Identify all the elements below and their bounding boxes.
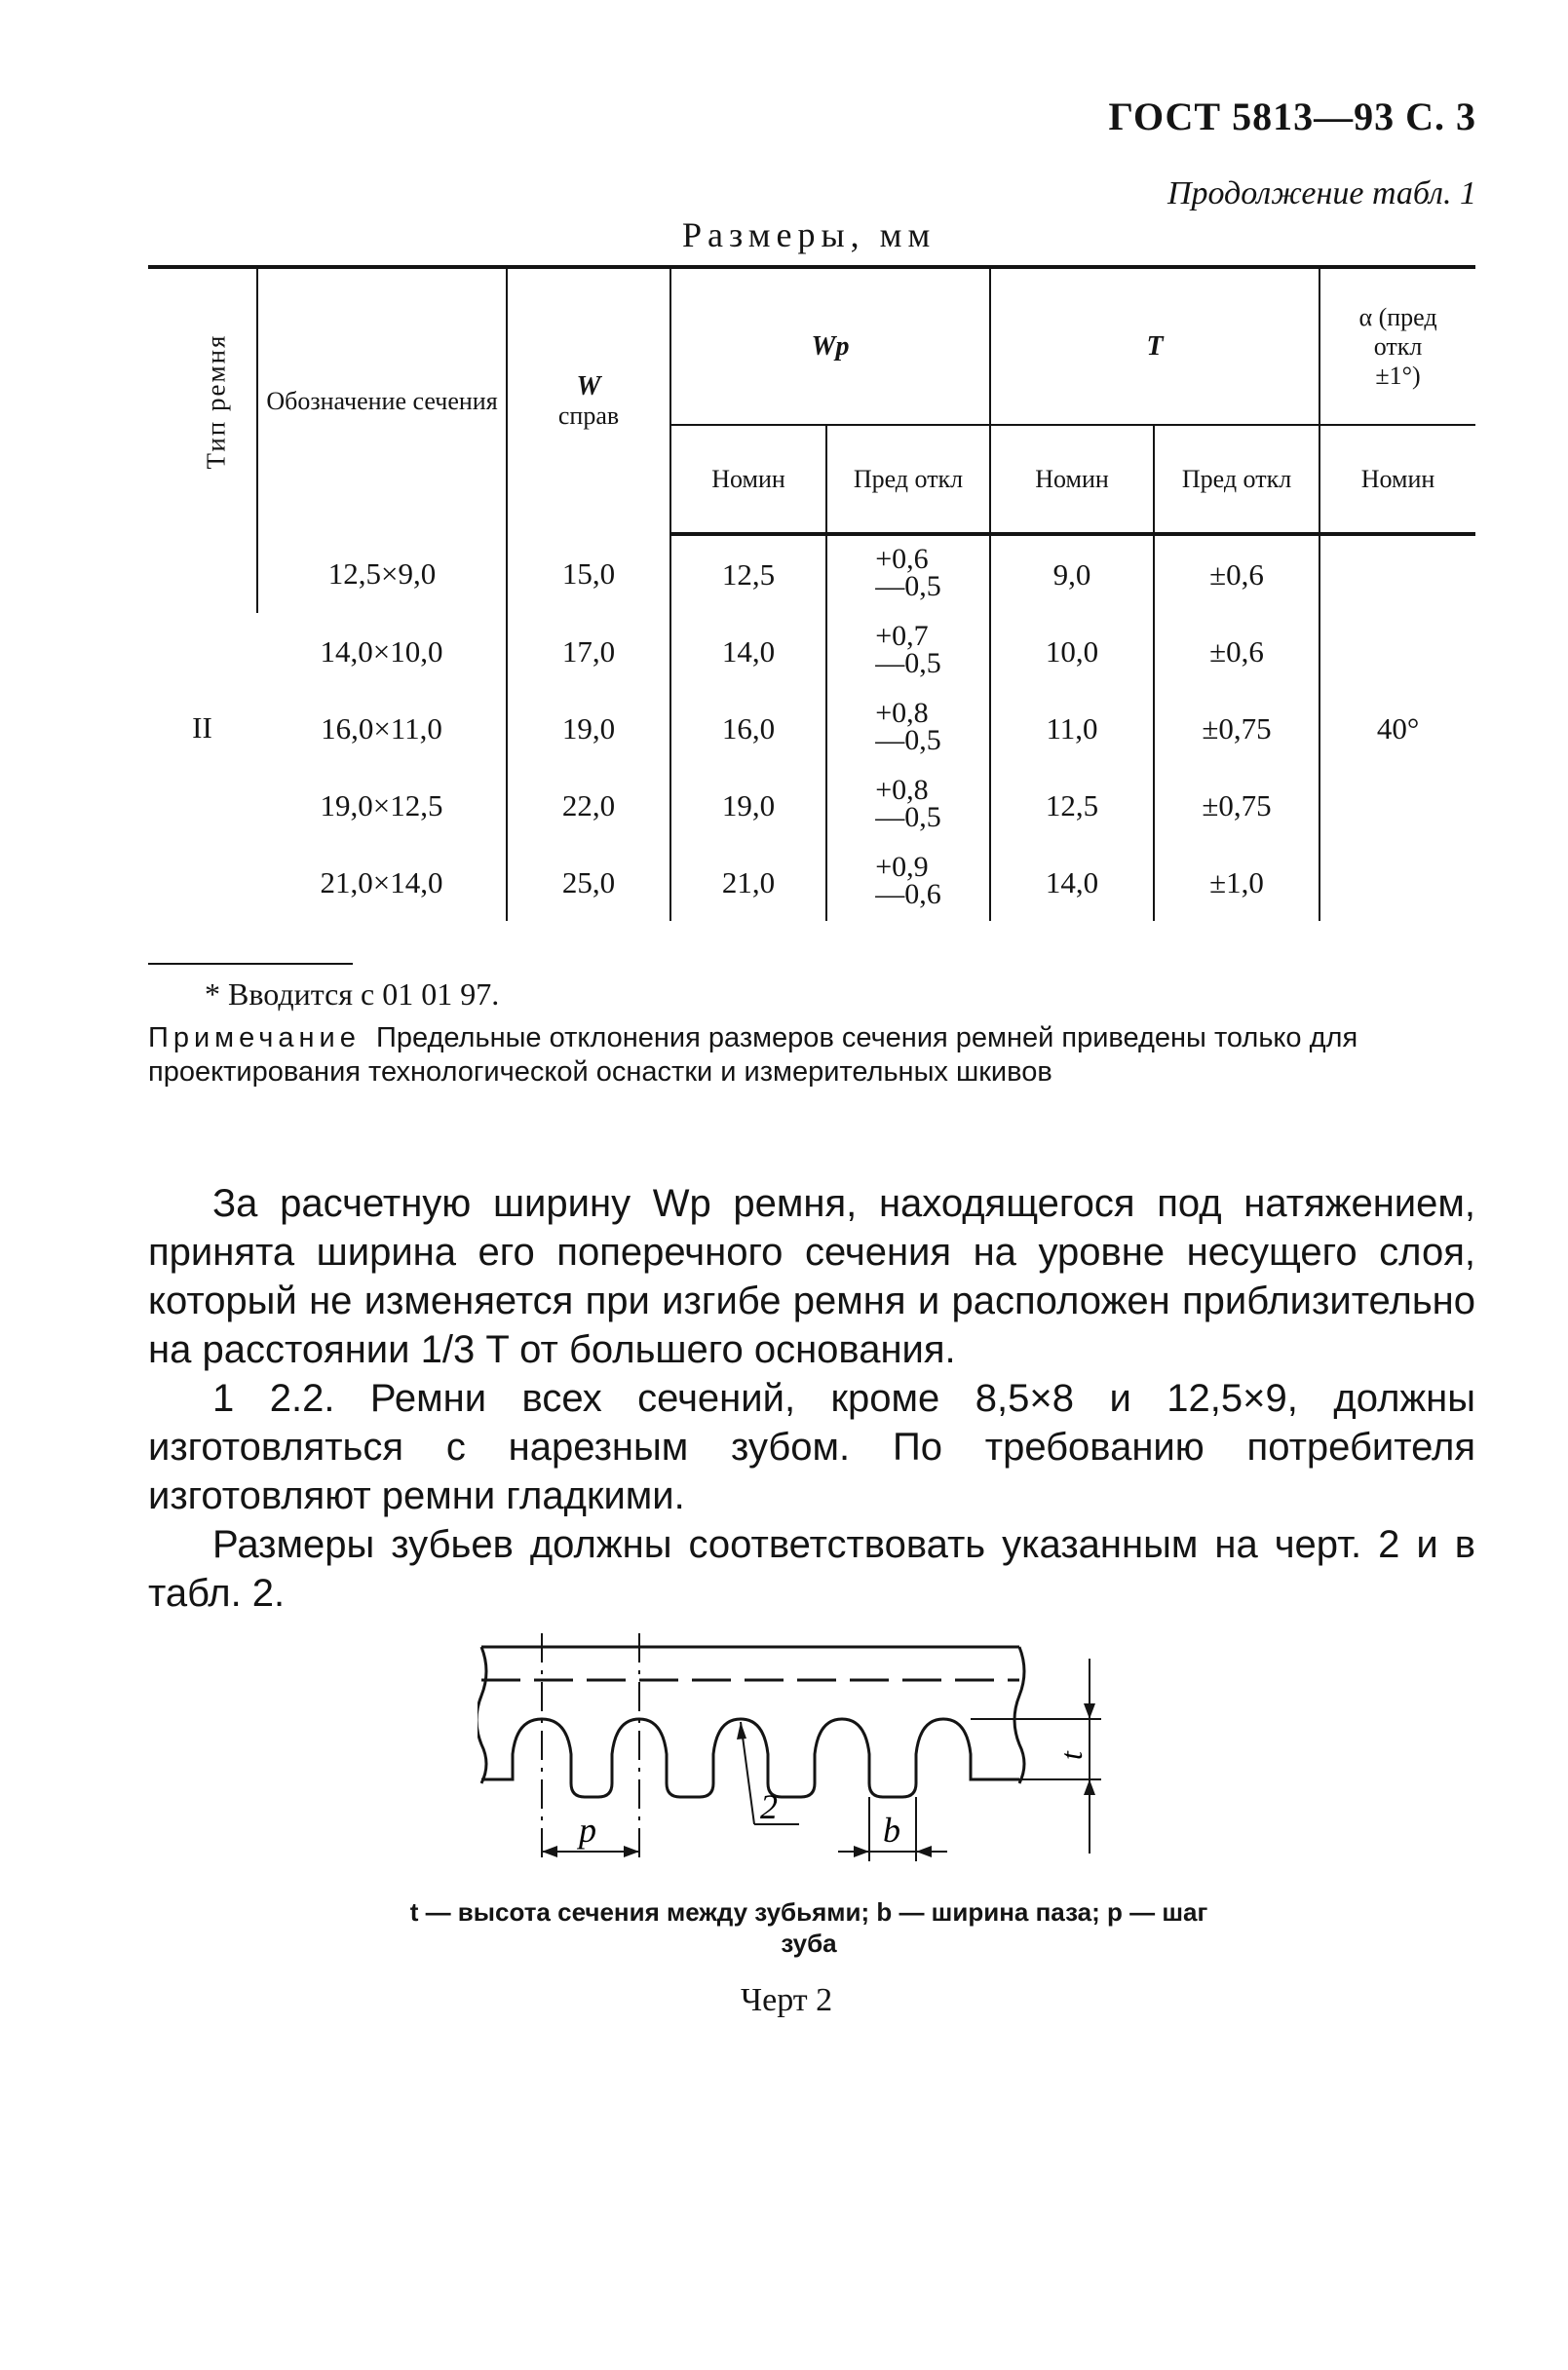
table-row [148, 844, 1475, 921]
label-t: t [1053, 1751, 1089, 1760]
cell-t: 14,0 [990, 844, 1154, 921]
cell-w: 15,0 [507, 534, 670, 613]
cell-alpha: 40° [1319, 534, 1475, 921]
figure-title: Черт 2 [741, 1982, 833, 2018]
cell-t: 9,0 [990, 534, 1154, 613]
cell-wp: 21,0 [670, 844, 826, 921]
cell-w: 25,0 [507, 844, 670, 921]
cell-t: 11,0 [990, 690, 1154, 767]
cell-t-dev: ±1,0 [1154, 844, 1319, 921]
belt-tooth-drawing [478, 1629, 1121, 1892]
cell-wp: 12,5 [670, 534, 826, 613]
cell-wp-dev: +0,7 —0,5 [826, 613, 990, 690]
header-t: T [990, 267, 1319, 425]
units-caption: Размеры, мм [682, 215, 937, 254]
paragraph: За расчетную ширину Wр ремня, находящегося под натяжением, принята ширина его поперечного сечения на уровне несущего слоя, который не изменяется при изгибе ремня и расположен приблизительно на расстоянии 1/3 T от большего основания. [148, 1182, 1475, 1371]
note-label: Примечание [148, 1022, 361, 1053]
table-row [148, 613, 1475, 690]
table-continuation-label: Продолжение табл. 1 [1166, 175, 1476, 211]
cell-wp: 19,0 [670, 767, 826, 844]
label-2: 2 [760, 1787, 778, 1826]
cell-designation: 16,0×11,0 [321, 710, 442, 745]
header-t-nomin: Номин [990, 425, 1154, 534]
table-row [148, 690, 1475, 767]
cell-wp-dev: +0,6 —0,5 [826, 534, 990, 613]
cell-designation: 21,0×14,0 [320, 864, 443, 899]
cell-wp-dev: +0,8 —0,5 [826, 690, 990, 767]
cell-belt-type: II [192, 709, 212, 745]
table-row [148, 534, 1475, 613]
note-text: Предельные отклонения размеров сечения ремней приведены только для проектирования технологической оснастки и измерительных шкивов [148, 1022, 1358, 1088]
cell-w: 17,0 [507, 613, 670, 690]
cell-designation: 19,0×12,5 [320, 787, 443, 822]
header-wp: Wр [670, 267, 990, 425]
header-type: Тип ремня [148, 267, 257, 534]
paragraph: Размеры зубьев должны соответствовать указанным на черт. 2 и в табл. 2. [148, 1523, 1475, 1615]
footnote-divider [148, 963, 353, 965]
table-note [148, 1021, 1475, 1089]
table-row [148, 767, 1475, 844]
header-wp-nomin: Номин [670, 425, 826, 534]
header-alpha-nomin: Номин [1319, 425, 1475, 534]
cell-t: 12,5 [990, 767, 1154, 844]
body-text [148, 1179, 1475, 1618]
figure-caption: t — высота сечения между зубьями; b — ширина паза; p — шаг зуба [409, 1897, 1208, 1958]
header-wp-pred: Пред откл [826, 425, 990, 534]
label-p: p [579, 1811, 596, 1850]
cell-wp-dev: +0,9 —0,6 [826, 844, 990, 921]
cell-designation: 14,0×10,0 [320, 633, 443, 669]
document-header: ГОСТ 5813—93 С. 3 [1108, 95, 1476, 138]
header-designation: Обозначение сечения [257, 267, 507, 534]
header-alpha: α (пред откл ±1°) [1319, 267, 1475, 425]
cell-t-dev: ±0,75 [1154, 690, 1319, 767]
dimensions-table [148, 265, 1475, 921]
cell-t-dev: ±0,6 [1154, 534, 1319, 613]
label-b: b [883, 1811, 900, 1850]
cell-wp: 14,0 [670, 613, 826, 690]
paragraph: 1 2.2. Ремни всех сечений, кроме 8,5×8 и 12,5×9, должны изготовляться с нарезным зубом. По требованию потребителя изготовляют ремни гладкими. [148, 1377, 1475, 1517]
cell-t-dev: ±0,75 [1154, 767, 1319, 844]
cell-designation: 12,5×9,0 [257, 534, 507, 613]
cell-t-dev: ±0,6 [1154, 613, 1319, 690]
cell-t: 10,0 [990, 613, 1154, 690]
cell-wp-dev: +0,8 —0,5 [826, 767, 990, 844]
cell-w: 22,0 [507, 767, 670, 844]
header-t-pred: Пред откл [1154, 425, 1319, 534]
footnote: * Вводится с 01 01 97. [205, 976, 500, 1012]
cell-w: 19,0 [507, 690, 670, 767]
header-w: W справ [507, 267, 670, 534]
cell-wp: 16,0 [670, 690, 826, 767]
